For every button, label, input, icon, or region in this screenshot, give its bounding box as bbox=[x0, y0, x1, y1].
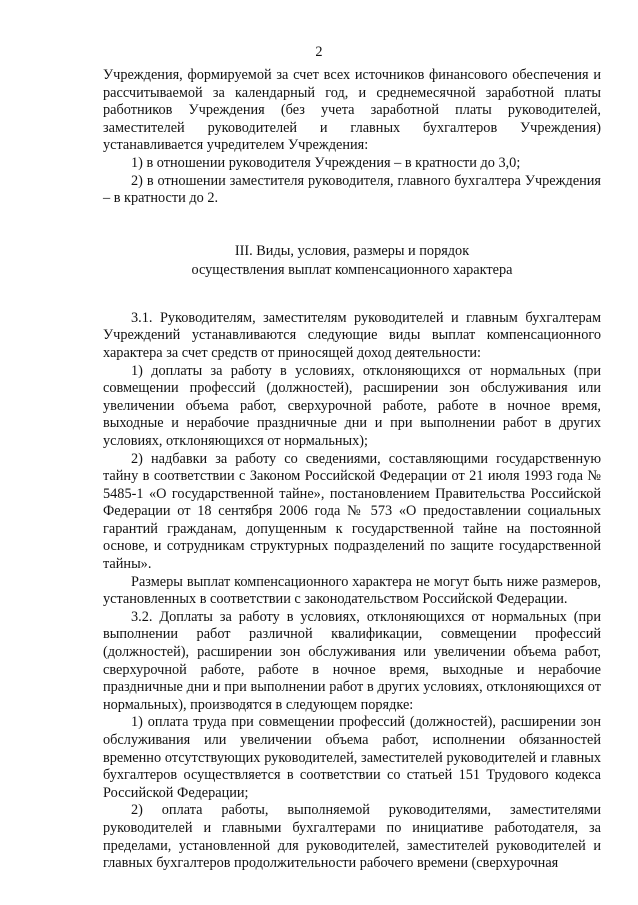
clause-3-2-item-1: 1) оплата труда при совмещении профессий (должностей), расширении зон обслуживания или увеличении объема работ, исполнении обязанностей временно отсутствующих руководителей, заместителей руководителей и главных бухгалтеров осуществляется в соответствии со статьей 151 Трудового кодекса Российской Федерации; bbox=[103, 714, 601, 801]
section-heading-line-1: III. Виды, условия, размеры и порядок bbox=[234, 242, 470, 259]
compensation-size-paragraph: Размеры выплат компенсационного характера не могут быть ниже размеров, установленных в соответствии с законодательством Российской Федерации. bbox=[103, 573, 601, 608]
clause-3-1-item-2: 2) надбавки за работу со сведениями, составляющими государственную тайну в соответствии с Законом Российской Федерации от 21 июля 1993 года № 5485-1 «О государственной тайне», постановлением Правительства Российской Федерации от 18 сентября 2006 года № 573 «О предоставлении социальных гарантий гражданам, допущенным к государственной тайне на постоянной основе, и сотрудникам структурных подразделений по защите государственной тайны». bbox=[103, 450, 601, 573]
section-heading bbox=[103, 242, 601, 280]
clause-3-1-item-1: 1) доплаты за работу в условиях, отклоняющихся от нормальных (при совмещении профессий (должностей), расширении зон обслуживания или увеличении объема работ, сверхурочной работе, работе в ночное время, выходные и нерабочие праздничные дни и при выполнении работ в других условиях, отклоняющихся от нормальных); bbox=[103, 362, 601, 449]
intro-paragraph-continuation: Учреждения, формируемой за счет всех источников финансового обеспечения и рассчитываемой за календарный год, и среднемесячной заработной платы работников Учреждения (без учета заработной платы руководителей, заместителей руководителей и главных бухгалтеров Учреждения) устанавливается учредителем Учреждения: bbox=[103, 67, 601, 154]
clause-3-2-item-2: 2) оплата работы, выполняемой руководителями, заместителями руководителей и главными бухгалтерами по инициативе работодателя, за пределами, установленной для руководителей, заместителей руководителей и главных бухгалтеров продолжительности рабочего времени (сверхурочная bbox=[103, 802, 601, 872]
clause-3-2: 3.2. Доплаты за работу в условиях, отклоняющихся от нормальных (при выполнении работ различной квалификации, совмещении профессий (должностей), расширении зон обслуживания или увеличении объема работ, сверхурочной работе, работе в ночное время, выходные и нерабочие праздничные дни и при выполнении работ в других условиях, отклоняющихся от нормальных), производятся в следующем порядке: bbox=[103, 608, 601, 713]
intro-item-2: 2) в отношении заместителя руководителя, главного бухгалтера Учреждения – в кратности до 2. bbox=[103, 172, 601, 207]
section-heading-line-2: осуществления выплат компенсационного характера bbox=[191, 261, 513, 278]
document-body bbox=[103, 67, 601, 873]
page-number: 2 bbox=[315, 44, 323, 60]
intro-item-1: 1) в отношении руководителя Учреждения – в кратности до 3,0; bbox=[131, 154, 521, 171]
clause-3-1: 3.1. Руководителям, заместителям руководителей и главным бухгалтерам Учреждений устанавливаются следующие виды выплат компенсационного характера за счет средств от приносящей доход деятельности: bbox=[103, 309, 601, 361]
